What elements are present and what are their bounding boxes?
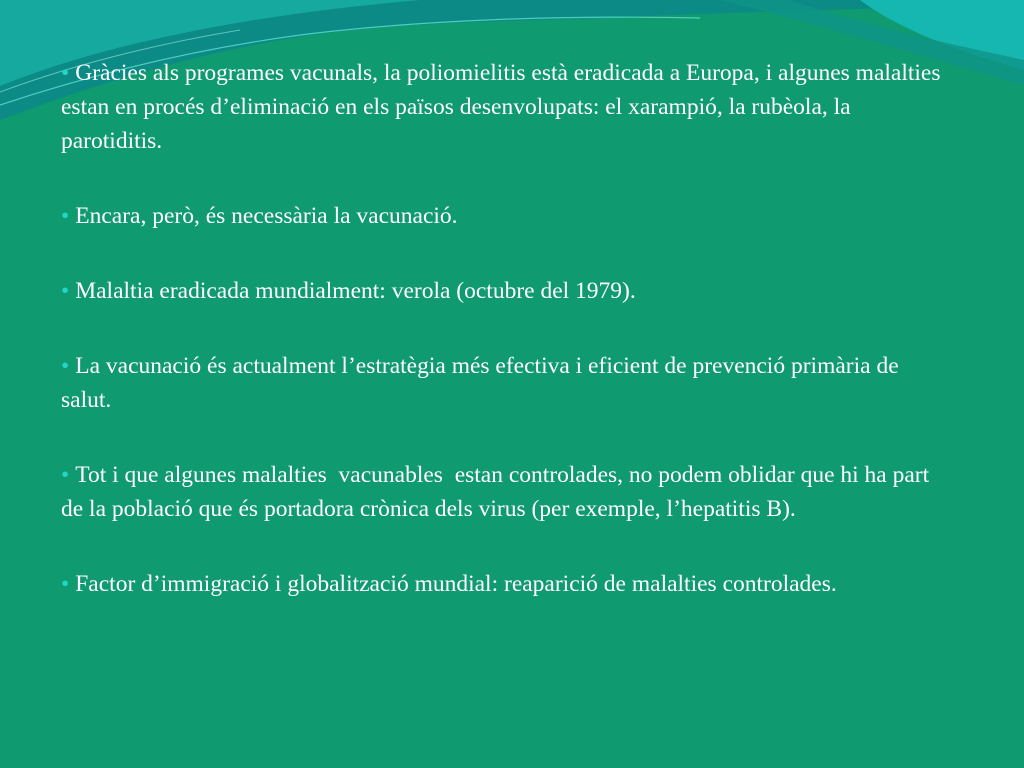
bullet-text: Factor d’immigració i globalització mundial: reaparició de malalties controlades. (75, 571, 837, 597)
bullet-text: Malaltia eradicada mundialment: verola (octubre del 1979). (75, 278, 636, 304)
bullet-marker: • (61, 462, 70, 488)
bullet-text: La vacunació és actualment l’estratègia més efectiva i eficient de prevenció primària de salut. (61, 353, 905, 413)
bullet-text: Tot i que algunes malalties vacunables estan controlades, no podem oblidar que hi ha part de la població que és portadora crònica dels virus (per exemple, l’hepatitis B). (61, 462, 936, 522)
bullet-text: Encara, però, és necessària la vacunació. (75, 203, 458, 229)
bullet-marker: • (61, 203, 70, 229)
bullet-item (61, 199, 941, 233)
bullet-item (61, 56, 947, 158)
bullet-marker: • (61, 60, 70, 86)
bullet-marker: • (61, 571, 70, 597)
bullet-item (61, 274, 941, 308)
bullet-marker: • (61, 278, 70, 304)
bullet-item (61, 458, 941, 526)
bullet-list (61, 56, 947, 642)
bullet-item (61, 567, 941, 601)
bullet-marker: • (61, 353, 70, 379)
bullet-text: Gràcies als programes vacunals, la poliomielitis està eradicada a Europa, i algunes malalties estan en procés d’eliminació en els països desenvolupats: el xarampió, la rubèola, la parotiditis. (61, 60, 947, 154)
bullet-item (61, 349, 941, 417)
